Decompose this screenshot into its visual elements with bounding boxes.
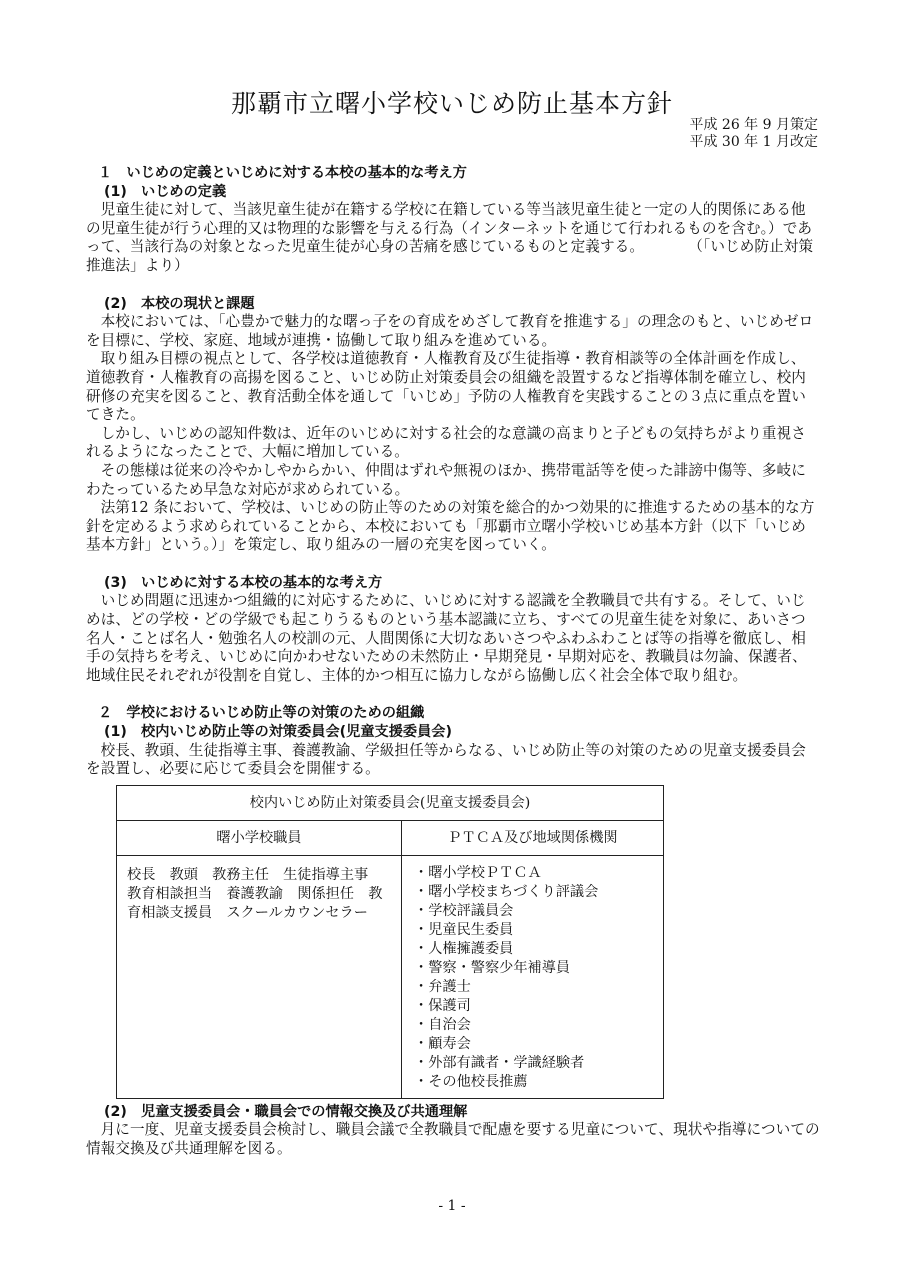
revision-dates <box>689 117 818 151</box>
list-item: ・児童民生委員 <box>414 921 514 938</box>
section-1-1-heading: (1) いじめの定義 <box>104 183 227 200</box>
section-2-1-heading: (1) 校内いじめ防止等の対策委員会(児童支援委員会) <box>104 724 452 741</box>
committee-table <box>116 785 664 1099</box>
section-2-2-heading: (2) 児童支援委員会・職員会での情報交換及び共通理解 <box>104 1103 468 1120</box>
section-1-2-paragraph: しかし、いじめの認知件数は、近年のいじめに対する社会的な意識の高まりと子どもの気持ちがより重視されるようになったことで、大幅に増加している。 <box>86 424 806 461</box>
section-1-2-paragraph: その態様は従来の冷やかしやからかい、仲間はずれや無視のほか、携帯電話等を使った誹謗中傷等、多岐にわたっているため早急な対応が求められている。 <box>86 461 806 498</box>
section-2-heading: ２ 学校におけるいじめ防止等の対策のための組織 <box>98 705 425 722</box>
staff-column-header: 曙小学校職員 <box>117 820 402 855</box>
section-1-2-paragraph: 本校においては、「心豊かで魅力的な曙っ子をの育成をめざして教育を推進する」の理念のもと、いじめゼロを目標に、学校、家庭、地域が連携・協働して取り組みを進めている。 <box>86 313 814 349</box>
section-1-2-heading: (2) 本校の現状と課題 <box>104 295 255 312</box>
page-number: - 1 - <box>438 1198 466 1214</box>
section-1-2-paragraph: 取り組み目標の視点として、各学校は道徳教育・人権教育及び生徒指導・教育相談等の全体計画を作成し、道徳教育・人権教育の高揚を図ること、いじめ防止対策委員会の組織を設置するなど指導体制を確立し、校内研修の充実を図ること、教育活動全体を通して「いじめ」予防の人権教育を実践することの３点に重点を置いてきた。 <box>86 350 806 424</box>
document-title: 那覇市立曙小学校いじめ防止基本方針 <box>230 89 673 118</box>
list-item: ・警察・警察少年補導員 <box>414 959 571 976</box>
list-item: ・曙小学校ＰＴＣＡ <box>414 864 542 881</box>
revised-date: 平成 30 年 1 月改定 <box>689 134 818 150</box>
document-body <box>86 164 820 1159</box>
list-item: ・外部有識者・学識経験者 <box>414 1054 585 1071</box>
list-item: ・自治会 <box>414 1016 471 1033</box>
list-item: ・学校評議員会 <box>414 902 514 919</box>
established-date: 平成 26 年 9 月策定 <box>689 117 818 133</box>
list-item: ・その他校長推薦 <box>414 1073 528 1090</box>
section-1-3-paragraph: いじめ問題に迅速かつ組織的に対応するために、いじめに対する認識を全教職員で共有する。そして、いじめは、どの学校・どの学級でも起こりうるものという基本認識に立ち、すべての児童生徒を対象に、あいさつ名人・ことば名人・勉強名人の校訓の元、人間関係に大切なあいさつやふわふわことば等の指導を徹底し、相手の気持ちを考え、いじめに向かわせないための未然防止・早期発見・早期対応を、教職員は勿論、保護者、地域住民それぞれが役割を自覚し、主体的かつ相互に協力しながら協働し広く社会全体で取り組む。 <box>86 592 807 684</box>
list-item: ・人権擁護委員 <box>414 940 514 957</box>
ptca-members-cell <box>402 855 664 1098</box>
list-item: ・弁護士 <box>414 978 471 995</box>
committee-table-title: 校内いじめ防止対策委員会(児童支援委員会) <box>117 785 664 820</box>
section-1-3-heading: (3) いじめに対する本校の基本的な考え方 <box>104 574 383 591</box>
section-2-1-paragraph: 校長、教頭、生徒指導主事、養護教諭、学級担任等からなる、いじめ防止等の対策のための児童支援委員会を設置し、必要に応じて委員会を開催する。 <box>86 741 806 778</box>
staff-members-cell: 校長 教頭 教務主任 生徒指導主事 教育相談担当 養護教諭 関係担任 教育相談支援員 スクールカウンセラー <box>117 855 402 1098</box>
list-item: ・曙小学校まちづくり評議会 <box>414 883 599 900</box>
list-item: ・顧寿会 <box>414 1035 471 1052</box>
section-1-2-paragraph: 法第12 条において、学校は、いじめの防止等のための対策を総合的かつ効果的に推進するための基本的な方針を定めるよう求められていることから、本校においても「那覇市立曙小学校いじめ基本方針（以下「いじめ基本方針」という。）」を策定し、取り組みの一層の充実を図っていく。 <box>86 499 815 554</box>
section-1-heading: １ いじめの定義といじめに対する本校の基本的な考え方 <box>98 165 467 181</box>
list-item: ・保護司 <box>414 997 471 1014</box>
section-1-1-paragraph: 児童生徒に対して、当該児童生徒が在籍する学校に在籍している等当該児童生徒と一定の人的関係にある他の児童生徒が行う心理的又は物理的な影響を与える行為（インターネットを通じて行われるものを含む。）であって、当該行為の対象となった児童生徒が心身の苦痛を感じているものと定義する。 （「いじめ防止対策推進法」より） <box>86 201 814 274</box>
section-2-2-paragraph: 月に一度、児童支援委員会検討し、職員会議で全教職員で配慮を要する児童について、現状や指導についての情報交換及び共通理解を図る。 <box>86 1121 820 1157</box>
ptca-members-list <box>414 864 657 1092</box>
ptca-column-header: ＰＴＣＡ及び地域関係機関 <box>402 820 664 855</box>
